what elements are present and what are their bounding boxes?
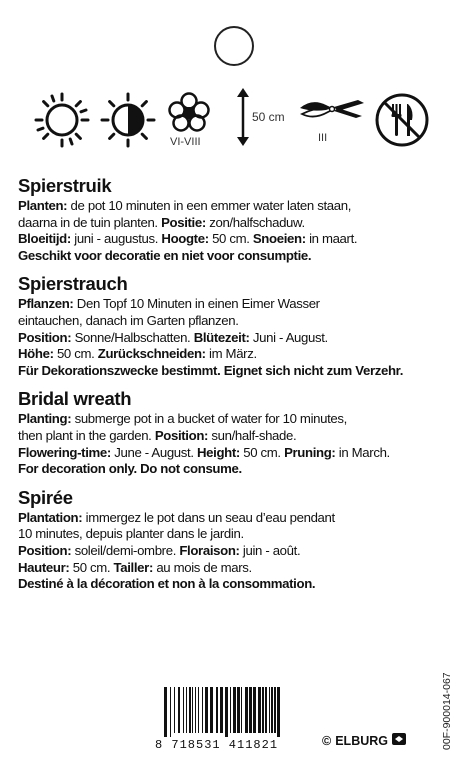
instruction-text: Juni - August. <box>249 329 328 345</box>
half-shade-icon <box>100 92 156 148</box>
barcode-bar <box>274 687 276 733</box>
barcode-bar <box>237 687 240 733</box>
instruction-line <box>18 313 458 330</box>
instruction-label: Plantation: <box>18 509 83 525</box>
instruction-text: 50 cm. <box>53 346 98 362</box>
instruction-text: soleil/demi-ombre. <box>71 542 180 558</box>
instruction-text: in maart. <box>305 231 358 247</box>
instruction-text: juni - augustus. <box>70 231 162 247</box>
instruction-text: zon/halfschaduw. <box>205 214 305 230</box>
brand-mark-icon <box>392 733 406 748</box>
barcode-bar <box>216 687 218 733</box>
brand-logo <box>322 733 406 748</box>
section-0 <box>18 176 458 264</box>
height-caption: 50 cm <box>252 110 285 124</box>
hang-hole <box>214 26 254 66</box>
barcode-bar <box>249 687 252 733</box>
instruction-label: Destiné à la décoration et non à la consommation. <box>18 576 316 592</box>
instruction-label: Floraison: <box>179 542 240 558</box>
barcode-bar <box>271 687 273 733</box>
instruction-text: de pot 10 minuten in een emmer water laten staan, <box>67 198 352 213</box>
instruction-label: Für Dekorationszwecke bestimmt. Eignet sich nicht zum Verzehr. <box>18 362 404 378</box>
pruning-shears-icon <box>298 94 366 126</box>
care-instructions <box>18 176 458 603</box>
barcode-bar <box>164 687 167 737</box>
instruction-label: Planten: <box>18 198 68 213</box>
instruction-line <box>18 330 458 347</box>
instruction-line <box>18 428 458 445</box>
instruction-line <box>18 576 458 593</box>
barcode-bar <box>269 687 270 733</box>
section-title: Spirée <box>18 486 73 508</box>
instruction-label: For decoration only. Do not consume. <box>18 461 242 477</box>
instruction-text: Den Topf 10 Minuten in einen Eimer Wasser <box>73 296 320 312</box>
brand-name: ELBURG <box>335 733 388 748</box>
instruction-text: au mois de mars. <box>153 559 252 575</box>
instruction-text: in March. <box>335 444 390 460</box>
instruction-text: im März. <box>205 346 257 362</box>
instruction-label: Geschikt voor decoratie en niet voor consumptie. <box>18 247 312 263</box>
barcode-bar <box>220 687 223 733</box>
instruction-line <box>18 411 458 428</box>
barcode-bar <box>195 687 196 733</box>
instruction-text: Sonne/Halbschatten. <box>71 329 194 345</box>
instruction-label: Positie: <box>161 214 206 230</box>
instruction-text: juin - août. <box>239 542 301 558</box>
instruction-text: 10 minutes, depuis planter dans le jardin. <box>18 526 244 542</box>
instruction-text: sun/half-shade. <box>208 427 297 443</box>
barcode-bar <box>192 687 193 733</box>
barcode-bar <box>225 687 228 737</box>
instruction-text: then plant in the garden. <box>18 427 155 443</box>
instruction-line <box>18 296 458 313</box>
instruction-line <box>18 198 458 215</box>
barcode-number: 8 718531 411821 <box>155 738 279 752</box>
barcode-bar <box>265 687 267 733</box>
instruction-line <box>18 461 458 478</box>
instruction-label: Zurückschneiden: <box>97 346 206 362</box>
barcode-bar <box>170 687 171 737</box>
instruction-line <box>18 346 458 363</box>
section-1 <box>18 274 458 379</box>
instruction-text: 50 cm. <box>239 444 285 460</box>
barcode-bar <box>245 687 248 733</box>
instruction-label: Höhe: <box>18 346 54 362</box>
barcode-bar <box>183 687 184 733</box>
barcode-bar <box>233 687 236 733</box>
barcode-bar <box>198 687 199 733</box>
instruction-label: Bloeitijd: <box>18 231 71 247</box>
instruction-label: Planting: <box>18 411 72 427</box>
height-arrow-icon <box>236 88 250 146</box>
barcode-bar <box>205 687 208 733</box>
barcode-bar <box>277 687 280 737</box>
barcode-bar <box>202 687 203 733</box>
barcode-bar <box>186 687 187 733</box>
not-edible-icon <box>374 92 430 148</box>
instruction-label: Position: <box>18 542 72 558</box>
instruction-text: daarna in de tuin planten. <box>18 214 162 230</box>
instruction-label: Height: <box>196 444 240 460</box>
barcode-bar <box>210 687 213 733</box>
instruction-label: Hoogte: <box>161 231 209 247</box>
section-title: Bridal wreath <box>18 388 132 410</box>
instruction-text: submerge pot in a bucket of water for 10 minutes, <box>71 411 347 427</box>
instruction-text: June - August. <box>110 444 197 460</box>
instruction-label: Tailler: <box>113 559 153 575</box>
instruction-line <box>18 445 458 462</box>
section-3 <box>18 488 458 593</box>
instruction-label: Flowering-time: <box>18 444 111 460</box>
barcode-bar <box>230 687 231 733</box>
barcode-bar <box>253 687 256 733</box>
instruction-label: Position: <box>18 329 72 345</box>
instruction-label: Position: <box>154 427 209 443</box>
instruction-label: Snoeien: <box>252 231 306 247</box>
pruning-month-caption: III <box>318 132 328 144</box>
instruction-text: 50 cm. <box>69 559 114 575</box>
instruction-line <box>18 363 458 380</box>
barcode-bar <box>241 687 242 733</box>
barcode-bar <box>258 687 261 733</box>
instruction-line <box>18 231 458 248</box>
instruction-text: immergez le pot dans un seau d’eau pendant <box>82 509 335 525</box>
instruction-label: Pruning: <box>284 444 336 460</box>
barcode <box>160 687 320 745</box>
flowering-months-caption: VI-VIII <box>170 136 201 148</box>
flower-icon <box>166 92 212 132</box>
barcode-bar <box>262 687 264 733</box>
full-sun-icon <box>34 92 90 148</box>
instruction-line <box>18 248 458 265</box>
barcode-bar <box>178 687 180 733</box>
section-title: Spierstruik <box>18 175 112 196</box>
copyright-icon: © <box>322 733 332 748</box>
instruction-text: eintauchen, danach im Garten pflanzen. <box>18 312 239 328</box>
instruction-line <box>18 543 458 560</box>
instruction-line <box>18 215 458 232</box>
instruction-line <box>18 526 458 543</box>
instruction-line <box>18 510 458 527</box>
barcode-bar <box>189 687 191 733</box>
section-2 <box>18 389 458 477</box>
care-icons-row <box>0 88 470 158</box>
instruction-text: 50 cm. <box>208 231 253 247</box>
instruction-label: Pflanzen: <box>18 296 74 312</box>
instruction-label: Hauteur: <box>18 559 70 575</box>
barcode-bar <box>174 687 175 733</box>
vertical-product-code: 00F-900014-067 <box>441 672 453 750</box>
instruction-label: Blütezeit: <box>193 329 250 345</box>
instruction-line <box>18 560 458 577</box>
section-title: Spierstrauch <box>18 273 128 295</box>
